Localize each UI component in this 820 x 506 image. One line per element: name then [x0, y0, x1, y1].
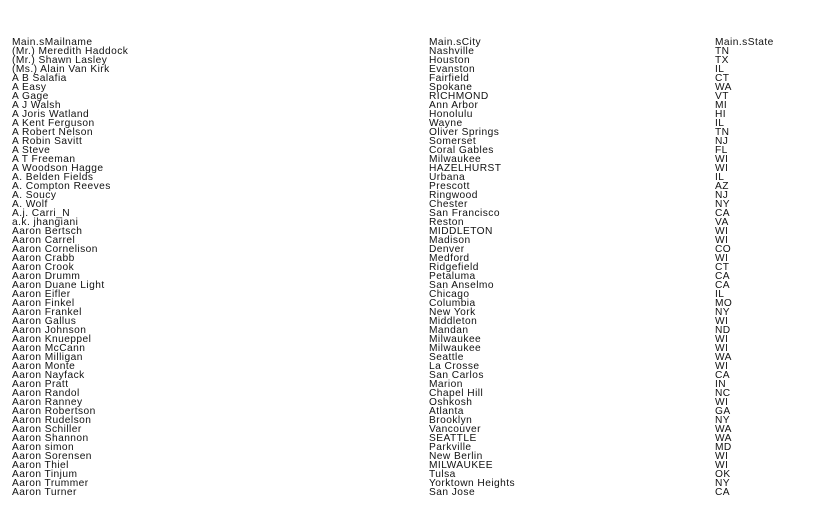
table-row — [0, 461, 820, 470]
city-cell: Oshkosh — [429, 396, 473, 408]
city-cell: Marion — [429, 378, 463, 390]
mailname-cell: Aaron Crook — [12, 261, 75, 273]
state-cell: WI — [715, 360, 729, 372]
state-cell: NC — [715, 387, 731, 399]
mailname-cell: A. Belden Fields — [12, 171, 94, 183]
mailname-cell: A. Soucy — [12, 189, 57, 201]
table-row — [0, 425, 820, 434]
mailname-cell: A Steve — [12, 144, 51, 156]
state-cell: CA — [715, 369, 731, 381]
state-cell: WI — [715, 315, 729, 327]
state-cell: MD — [715, 441, 732, 453]
city-cell: Brooklyn — [429, 414, 473, 426]
mailname-cell: A J Walsh — [12, 99, 61, 111]
city-cell: Madison — [429, 234, 471, 246]
mailname-cell: A.j. Carri_N — [12, 207, 71, 219]
state-cell: WI — [715, 234, 729, 246]
city-cell: Seattle — [429, 351, 464, 363]
mailname-cell: (Ms.) Alain Van Kirk — [12, 63, 110, 75]
state-cell: WA — [715, 81, 732, 93]
state-cell: VT — [715, 90, 729, 102]
table-row — [0, 245, 820, 254]
table-row — [0, 110, 820, 119]
city-cell: MILWAUKEE — [429, 459, 494, 471]
city-cell: MIDDLETON — [429, 225, 493, 237]
mailname-cell: Aaron Schiller — [12, 423, 82, 435]
mailname-cell: A T Freeman — [12, 153, 76, 165]
table-row — [0, 380, 820, 389]
mailname-cell: Aaron Robertson — [12, 405, 96, 417]
city-cell: New Berlin — [429, 450, 483, 462]
mailname-cell: (Mr.) Meredith Haddock — [12, 45, 129, 57]
state-cell: IL — [715, 63, 725, 75]
mailname-cell: A Easy — [12, 81, 47, 93]
mailname-cell: Aaron Tinjum — [12, 468, 78, 480]
state-cell: IN — [715, 378, 727, 390]
state-cell: NY — [715, 414, 731, 426]
state-cell: CA — [715, 279, 731, 291]
city-cell: Fairfield — [429, 72, 470, 84]
table-row — [0, 281, 820, 290]
table-row — [0, 227, 820, 236]
table-row — [0, 479, 820, 488]
mailname-cell: A. Wolf — [12, 198, 48, 210]
city-cell: Honolulu — [429, 108, 473, 120]
mailname-cell: Aaron Duane Light — [12, 279, 105, 291]
state-cell: WI — [715, 162, 729, 174]
mailname-cell: Aaron Shannon — [12, 432, 89, 444]
table-row — [0, 236, 820, 245]
state-cell: TN — [715, 45, 730, 57]
city-cell: Somerset — [429, 135, 477, 147]
table-row — [0, 137, 820, 146]
state-cell: MI — [715, 99, 728, 111]
city-cell: Wayne — [429, 117, 463, 129]
mailname-cell: Aaron Cornelison — [12, 243, 98, 255]
state-cell: IL — [715, 288, 725, 300]
mailname-cell: Aaron Milligan — [12, 351, 83, 363]
city-cell: Middleton — [429, 315, 478, 327]
state-cell: WA — [715, 423, 732, 435]
mailname-cell: A. Compton Reeves — [12, 180, 111, 192]
mailname-cell: Aaron Finkel — [12, 297, 75, 309]
state-cell: WA — [715, 432, 732, 444]
mailname-cell: Aaron Carrel — [12, 234, 76, 246]
mailname-cell: Aaron Thiel — [12, 459, 69, 471]
table-row — [0, 218, 820, 227]
state-cell: IL — [715, 171, 725, 183]
table-row — [0, 83, 820, 92]
mailname-cell: A Woodson Hagge — [12, 162, 104, 174]
state-cell: WI — [715, 396, 729, 408]
city-cell: Vancouver — [429, 423, 481, 435]
mailname-cell: A Joris Watland — [12, 108, 90, 120]
state-cell: CT — [715, 261, 730, 273]
city-cell: Chicago — [429, 288, 470, 300]
state-cell: WI — [715, 225, 729, 237]
city-cell: HAZELHURST — [429, 162, 502, 174]
state-cell: WI — [715, 450, 729, 462]
mailname-cell: Aaron simon — [12, 441, 75, 453]
city-cell: Columbia — [429, 297, 476, 309]
table-row — [0, 470, 820, 479]
city-cell: Tulsa — [429, 468, 456, 480]
mailname-cell: Aaron Drumm — [12, 270, 81, 282]
state-cell: OK — [715, 468, 731, 480]
city-cell: Chester — [429, 198, 468, 210]
mailname-cell: Aaron Crabb — [12, 252, 75, 264]
state-cell: WI — [715, 342, 729, 354]
column-header-city: Main.sCity — [429, 37, 482, 48]
table-row — [0, 443, 820, 452]
city-cell: Nashville — [429, 45, 475, 57]
report-table — [0, 38, 820, 497]
state-cell: TX — [715, 54, 729, 66]
state-cell: NY — [715, 198, 731, 210]
mailname-cell: A B Salafia — [12, 72, 67, 84]
city-cell: Evanston — [429, 63, 476, 75]
mailname-cell: A Kent Ferguson — [12, 117, 95, 129]
table-row — [0, 389, 820, 398]
city-cell: Chapel Hill — [429, 387, 484, 399]
mailname-cell: Aaron Trummer — [12, 477, 89, 489]
state-cell: NJ — [715, 189, 729, 201]
city-cell: New York — [429, 306, 476, 318]
column-header-state: Main.sState — [715, 37, 774, 48]
state-cell: CT — [715, 72, 730, 84]
state-cell: CO — [715, 243, 732, 255]
table-row — [0, 164, 820, 173]
city-cell: Medford — [429, 252, 470, 264]
state-cell: TN — [715, 126, 730, 138]
table-row — [0, 452, 820, 461]
city-cell: Urbana — [429, 171, 466, 183]
table-row — [0, 200, 820, 209]
city-cell: San Francisco — [429, 207, 500, 219]
mailname-cell: Aaron Randol — [12, 387, 80, 399]
table-row — [0, 128, 820, 137]
city-cell: Milwaukee — [429, 153, 482, 165]
mailname-cell: A Gage — [12, 90, 49, 102]
city-cell: Milwaukee — [429, 333, 482, 345]
mailname-cell: Aaron Bertsch — [12, 225, 83, 237]
city-cell: Mandan — [429, 324, 469, 336]
table-row — [0, 434, 820, 443]
city-cell: Denver — [429, 243, 465, 255]
state-cell: GA — [715, 405, 731, 417]
table-row — [0, 407, 820, 416]
city-cell: Coral Gables — [429, 144, 494, 156]
state-cell: HI — [715, 108, 727, 120]
state-cell: CA — [715, 270, 731, 282]
table-row — [0, 326, 820, 335]
table-row — [0, 155, 820, 164]
table-row — [0, 371, 820, 380]
mailname-cell: Aaron Gallus — [12, 315, 77, 327]
table-row — [0, 398, 820, 407]
table-row — [0, 290, 820, 299]
table-row — [0, 272, 820, 281]
city-cell: La Crosse — [429, 360, 480, 372]
state-cell: WI — [715, 153, 729, 165]
mailname-cell: Aaron Turner — [12, 486, 77, 498]
table-row — [0, 47, 820, 56]
city-cell: Ringwood — [429, 189, 478, 201]
state-cell: CA — [715, 207, 731, 219]
table-row — [0, 344, 820, 353]
city-cell: SEATTLE — [429, 432, 477, 444]
city-cell: Oliver Springs — [429, 126, 500, 138]
table-row — [0, 362, 820, 371]
state-cell: AZ — [715, 180, 729, 192]
table-row — [0, 182, 820, 191]
table-row — [0, 173, 820, 182]
table-row — [0, 308, 820, 317]
table-row — [0, 209, 820, 218]
state-cell: IL — [715, 117, 725, 129]
table-row — [0, 146, 820, 155]
mailname-cell: Aaron Sorensen — [12, 450, 92, 462]
city-cell: Atlanta — [429, 405, 464, 417]
table-body — [0, 47, 820, 497]
city-cell: Reston — [429, 216, 464, 228]
mailname-cell: Aaron McCann — [12, 342, 86, 354]
mailname-cell: Aaron Ranney — [12, 396, 83, 408]
city-cell: San Anselmo — [429, 279, 494, 291]
state-cell: FL — [715, 144, 728, 156]
city-cell: Milwaukee — [429, 342, 482, 354]
table-row — [0, 335, 820, 344]
table-row — [0, 488, 820, 497]
state-cell: WI — [715, 252, 729, 264]
table-row — [0, 416, 820, 425]
table-row — [0, 254, 820, 263]
mailname-cell: Aaron Johnson — [12, 324, 87, 336]
table-row — [0, 74, 820, 83]
table-row — [0, 317, 820, 326]
state-cell: CA — [715, 486, 731, 498]
mailname-cell: Aaron Nayfack — [12, 369, 85, 381]
mailname-cell: Aaron Pratt — [12, 378, 69, 390]
city-cell: San Jose — [429, 486, 476, 498]
mailname-cell: Aaron Knueppel — [12, 333, 92, 345]
mailname-cell: Aaron Eifler — [12, 288, 71, 300]
state-cell: VA — [715, 216, 729, 228]
city-cell: Spokane — [429, 81, 473, 93]
mailname-cell: a.k. jhangiani — [12, 216, 79, 228]
mailname-cell: A Robert Nelson — [12, 126, 93, 138]
state-cell: NY — [715, 477, 731, 489]
city-cell: Prescott — [429, 180, 470, 192]
city-cell: San Carlos — [429, 369, 484, 381]
table-row — [0, 353, 820, 362]
table-row — [0, 101, 820, 110]
table-row — [0, 263, 820, 272]
city-cell: Houston — [429, 54, 471, 66]
table-row — [0, 65, 820, 74]
state-cell: NY — [715, 306, 731, 318]
table-row — [0, 191, 820, 200]
table-row — [0, 299, 820, 308]
mailname-cell: (Mr.) Shawn Lasley — [12, 54, 108, 66]
mailname-cell: Aaron Monte — [12, 360, 76, 372]
column-header-mailname: Main.sMailname — [12, 37, 93, 48]
mailname-cell: A Robin Savitt — [12, 135, 83, 147]
state-cell: WI — [715, 333, 729, 345]
state-cell: ND — [715, 324, 731, 336]
state-cell: MO — [715, 297, 733, 309]
city-cell: Ann Arbor — [429, 99, 479, 111]
city-cell: RICHMOND — [429, 90, 489, 102]
city-cell: Ridgefield — [429, 261, 479, 273]
city-cell: Yorktown Heights — [429, 477, 516, 489]
city-cell: Petaluma — [429, 270, 476, 282]
table-row — [0, 92, 820, 101]
state-cell: WI — [715, 459, 729, 471]
mailname-cell: Aaron Rudelson — [12, 414, 92, 426]
state-cell: WA — [715, 351, 732, 363]
mailname-cell: Aaron Frankel — [12, 306, 82, 318]
state-cell: NJ — [715, 135, 729, 147]
city-cell: Parkville — [429, 441, 472, 453]
table-row — [0, 56, 820, 65]
table-row — [0, 119, 820, 128]
